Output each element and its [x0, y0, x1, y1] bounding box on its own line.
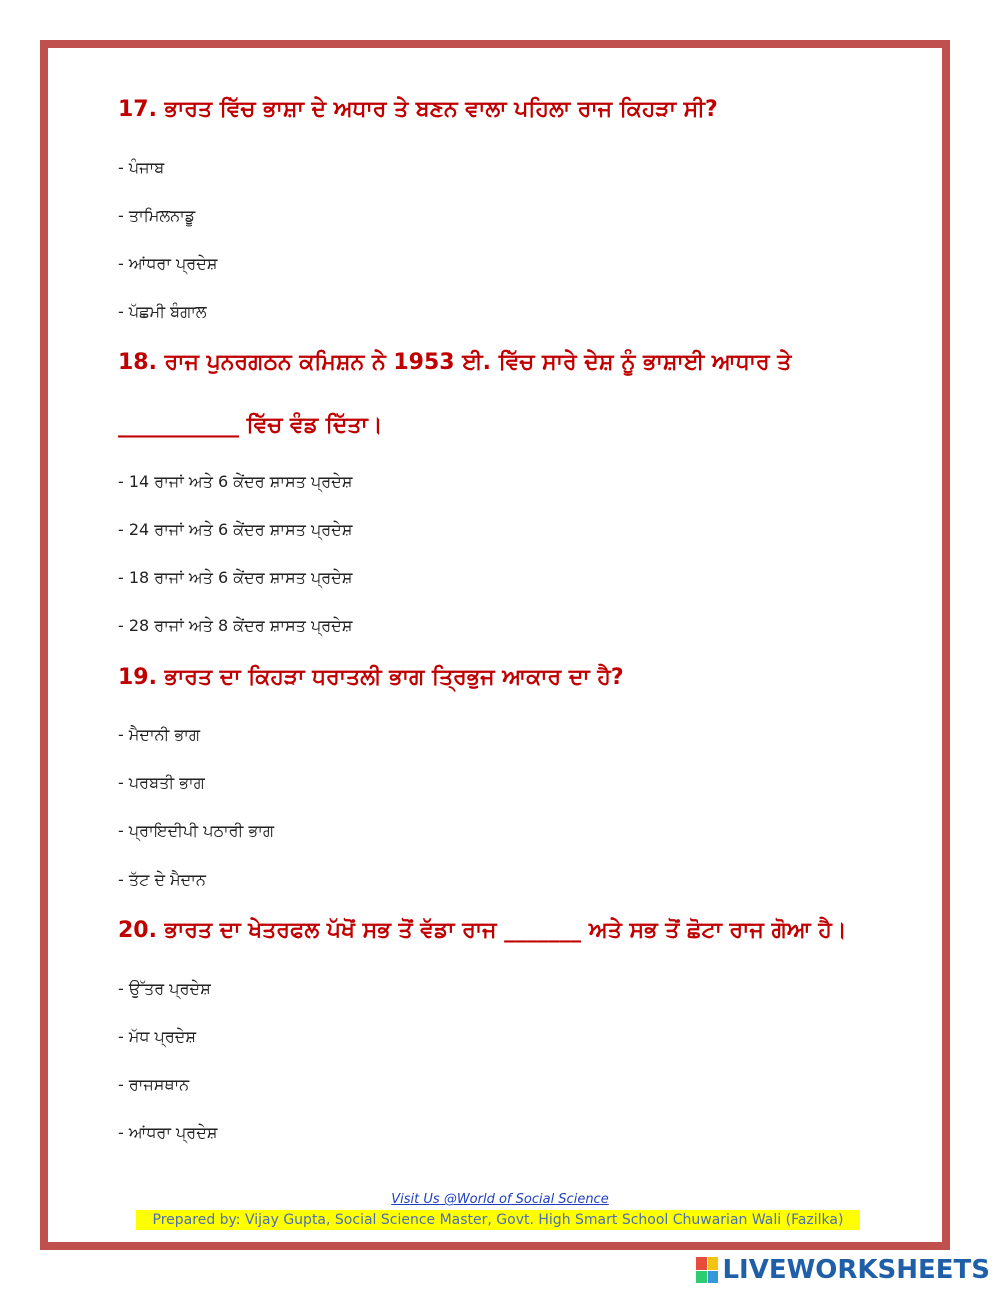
- option-18-d[interactable]: - 28 ਰਾਜਾਂ ਅਤੇ 8 ਕੇਂਦਰ ਸ਼ਾਸਤ ਪ੍ਰਦੇਸ਼: [118, 616, 353, 635]
- option-18-a[interactable]: - 14 ਰਾਜਾਂ ਅਤੇ 6 ਕੇਂਦਰ ਸ਼ਾਸਤ ਪ੍ਰਦੇਸ਼: [118, 472, 353, 491]
- question-17: 17. ਭਾਰਤ ਵਿੱਚ ਭਾਸ਼ਾ ਦੇ ਅਧਾਰ ਤੇ ਬਣਨ ਵਾਲਾ ਪਹਿਲਾ ਰਾਜ ਕਿਹੜਾ ਸੀ?: [118, 97, 718, 122]
- option-17-a[interactable]: - ਪੰਜਾਬ: [118, 158, 165, 177]
- option-17-c[interactable]: - ਆਂਧਰਾ ਪ੍ਰਦੇਸ਼: [118, 254, 218, 273]
- option-19-a[interactable]: - ਮੈਦਾਨੀ ਭਾਗ: [118, 725, 200, 744]
- question-18-line2: ___________ ਵਿੱਚ ਵੰਡ ਦਿੱਤਾ।: [118, 413, 383, 438]
- option-20-b[interactable]: - ਮੱਧ ਪ੍ਰਦੇਸ਼: [118, 1027, 197, 1046]
- question-18: 18. ਰਾਜ ਪੁਨਰਗਠਨ ਕਮਿਸ਼ਨ ਨੇ 1953 ਈ. ਵਿੱਚ ਸਾਰੇ ਦੇਸ਼ ਨੂੰ ਭਾਸ਼ਾਈ ਆਧਾਰ ਤੇ: [118, 350, 792, 375]
- option-17-b[interactable]: - ਤਾਮਿਲਨਾਡੂ: [118, 206, 196, 225]
- option-20-c[interactable]: - ਰਾਜਸਥਾਨ: [118, 1075, 190, 1094]
- option-19-c[interactable]: - ਪ੍ਰਾਇਦੀਪੀ ਪਠਾਰੀ ਭਾਗ: [118, 821, 274, 840]
- option-18-b[interactable]: - 24 ਰਾਜਾਂ ਅਤੇ 6 ਕੇਂਦਰ ਸ਼ਾਸਤ ਪ੍ਰਦੇਸ਼: [118, 520, 353, 539]
- prepared-by-credit: Prepared by: Vijay Gupta, Social Science Master, Govt. High Smart School Chuwarian Wali (Fazilka): [136, 1210, 860, 1230]
- option-17-d[interactable]: - ਪੱਛਮੀ ਬੰਗਾਲ: [118, 302, 207, 321]
- option-20-d[interactable]: - ਆਂਧਰਾ ਪ੍ਰਦੇਸ਼: [118, 1123, 218, 1142]
- option-19-b[interactable]: - ਪਰਬਤੀ ਭਾਗ: [118, 773, 205, 792]
- question-20: 20. ਭਾਰਤ ਦਾ ਖੇਤਰਫਲ ਪੱਖੋਂ ਸਭ ਤੋਂ ਵੱਡਾ ਰਾਜ _______ ਅਤੇ ਸਭ ਤੋਂ ਛੋਟਾ ਰਾਜ ਗੋਆ ਹੈ।: [118, 918, 847, 943]
- question-19: 19. ਭਾਰਤ ਦਾ ਕਿਹੜਾ ਧਰਾਤਲੀ ਭਾਗ ਤ੍ਰਿਭੁਜ ਆਕਾਰ ਦਾ ਹੈ?: [118, 665, 624, 690]
- liveworksheets-logo-icon: [696, 1257, 718, 1283]
- visit-us-link[interactable]: Visit Us @World of Social Science: [391, 1192, 609, 1207]
- option-18-c[interactable]: - 18 ਰਾਜਾਂ ਅਤੇ 6 ਕੇਂਦਰ ਸ਼ਾਸਤ ਪ੍ਰਦੇਸ਼: [118, 568, 353, 587]
- liveworksheets-brand[interactable]: [696, 1255, 990, 1285]
- option-19-d[interactable]: - ਤੱਟ ਦੇ ਮੈਦਾਨ: [118, 870, 206, 889]
- liveworksheets-wordmark: LIVEWORKSHEETS: [722, 1255, 990, 1285]
- option-20-a[interactable]: - ਉੱਤਰ ਪ੍ਰਦੇਸ਼: [118, 979, 211, 998]
